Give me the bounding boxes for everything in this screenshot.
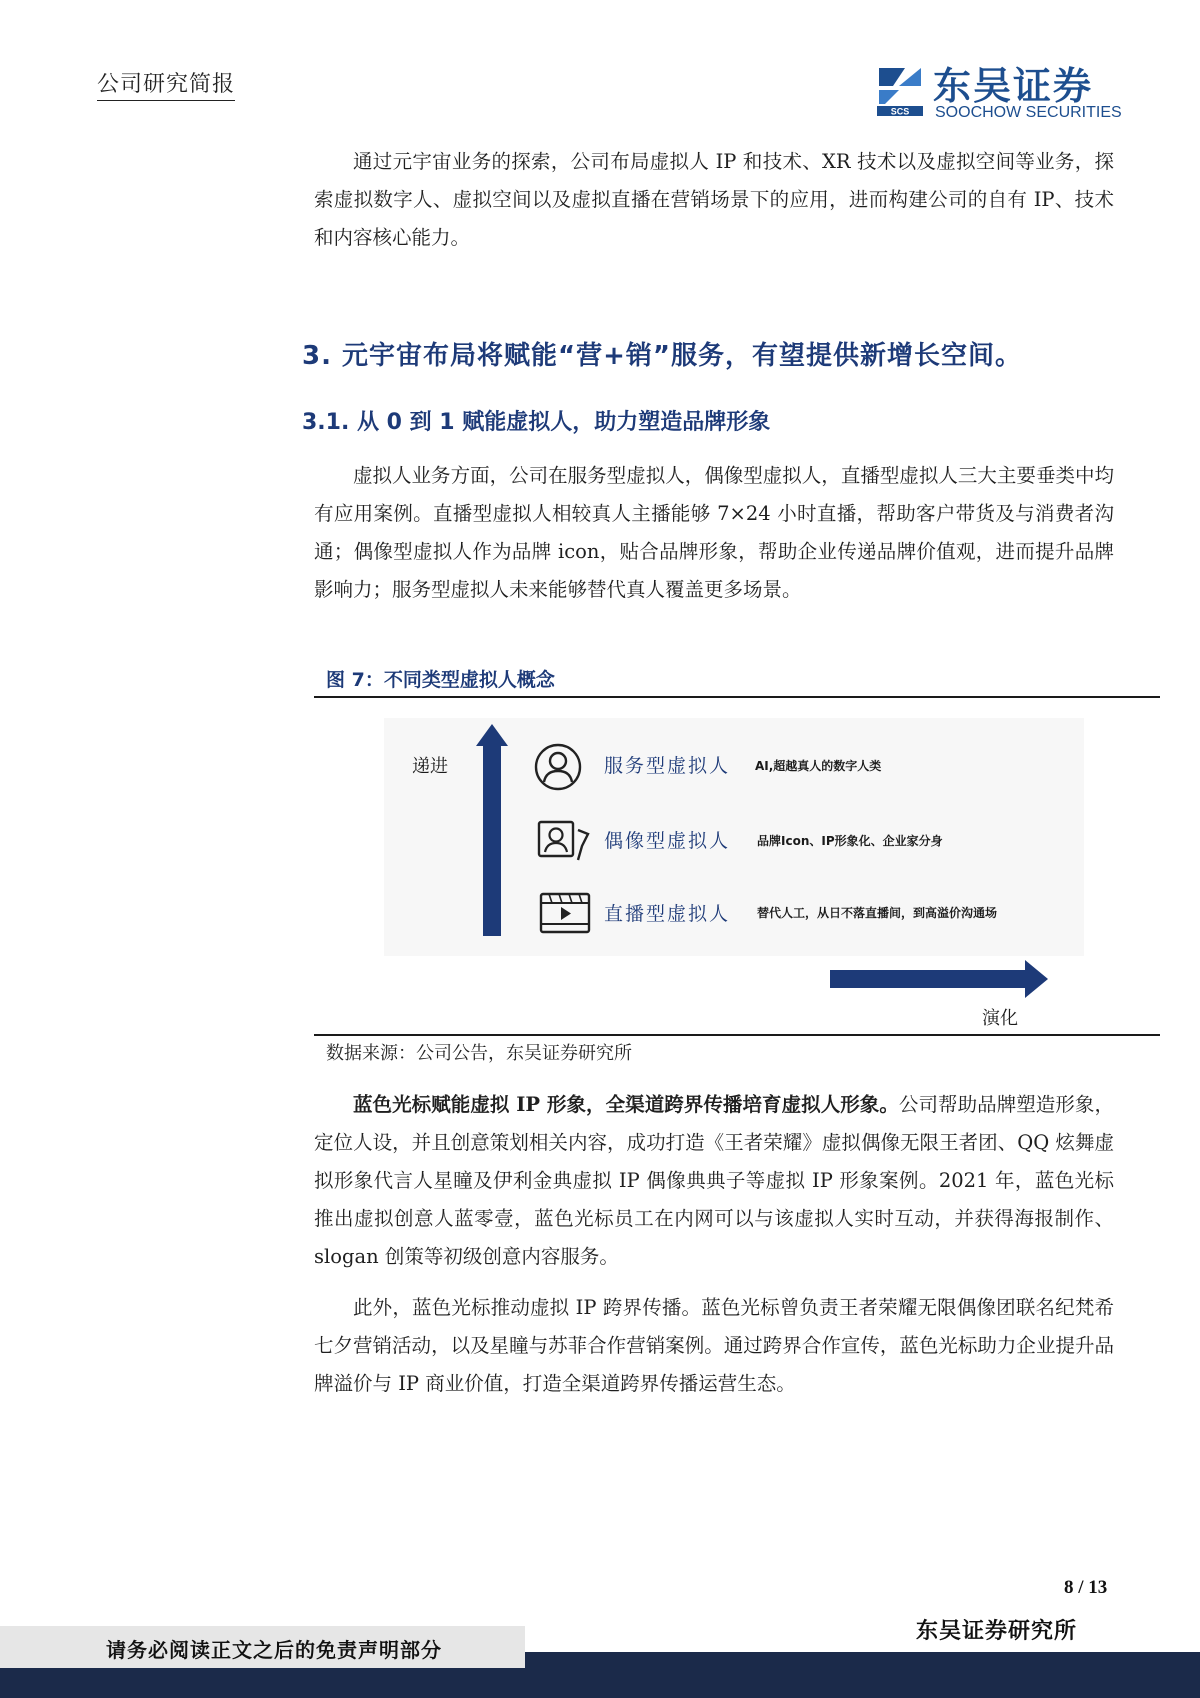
- figure-top-rule: [314, 696, 1160, 698]
- paragraph-2-lead: 蓝色光标赋能虚拟 IP 形象，全渠道跨界传播培育虚拟人形象。: [353, 1093, 899, 1116]
- intro-paragraph: 通过元宇宙业务的探索，公司布局虚拟人 IP 和技术、XR 技术以及虚拟空间等业务，探索虚拟数字人、虚拟空间以及虚拟直播在营销场景下的应用，进而构建公司的自有 IP、技术和内容核心能力。: [314, 150, 1114, 249]
- logo-chinese-name: 东吴证券: [933, 64, 1094, 108]
- body-paragraph-1: 虚拟人业务方面，公司在服务型虚拟人，偶像型虚拟人，直播型虚拟人三大主要垂类中均有应用案例。直播型虚拟人相较真人主播能够 7×24 小时直播，帮助客户带货及与消费者沟通；偶像型虚拟人作为品牌 icon，贴合品牌形象，帮助企业传递品牌价值观，进而提升品牌影响力；服务型虚拟人未来能够替代真人覆盖更多场景。: [314, 464, 1114, 601]
- logo-mark-text: SCS: [890, 106, 910, 117]
- body-paragraph-2: [314, 1086, 1114, 1276]
- category-desc-service: AI,超越真人的数字人类: [755, 759, 882, 773]
- category-label-service: 服务型虚拟人: [604, 755, 731, 777]
- figure-source: 数据来源：公司公告，东吴证券研究所: [326, 1043, 632, 1064]
- x-axis-label: 演化: [982, 1008, 1018, 1029]
- figure-bottom-rule: [314, 1034, 1160, 1036]
- person-circle-icon: [532, 742, 584, 792]
- subsection-heading: 3.1. 从 0 到 1 赋能虚拟人，助力塑造品牌形象: [302, 410, 771, 435]
- category-desc-idol: 品牌Icon、IP形象化、企业家分身: [757, 834, 943, 848]
- report-type-label: 公司研究简报: [97, 72, 235, 101]
- logo-english-name: SOOCHOW SECURITIES: [935, 104, 1122, 121]
- soochow-logo: [875, 64, 1122, 124]
- footer-publisher: 东吴证券研究所: [916, 1618, 1078, 1644]
- portrait-card-icon: [536, 818, 592, 866]
- page-number: 8 / 13: [1064, 1577, 1108, 1598]
- category-label-livestream: 直播型虚拟人: [604, 903, 731, 925]
- footer-disclaimer: 请务必阅读正文之后的免责声明部分: [106, 1638, 442, 1662]
- video-player-icon: [538, 891, 592, 935]
- vertical-arrow-icon: [476, 724, 508, 936]
- figure-title: 图 7：不同类型虚拟人概念: [326, 669, 555, 691]
- category-label-idol: 偶像型虚拟人: [604, 830, 731, 852]
- section-heading: 3. 元宇宙布局将赋能“营+销”服务，有望提供新增长空间。: [302, 341, 1022, 371]
- body-paragraph-3: 此外，蓝色光标推动虚拟 IP 跨界传播。蓝色光标曾负责王者荣耀无限偶像团联名纪梵希七夕营销活动，以及星瞳与苏菲合作营销案例。通过跨界合作宣传，蓝色光标助力企业提升品牌溢价与 IP 商业价值，打造全渠道跨界传播运营生态。: [314, 1296, 1114, 1395]
- y-axis-label: 递进: [412, 756, 448, 777]
- logo-mark-icon: [875, 66, 925, 118]
- horizontal-arrow-icon: [830, 960, 1050, 998]
- category-desc-livestream: 替代人工，从日不落直播间，到高溢价沟通场: [757, 906, 998, 920]
- paragraph-2-body: 公司帮助品牌塑造形象，定位人设，并且创意策划相关内容，成功打造《王者荣耀》虚拟偶像无限王者团、QQ 炫舞虚拟形象代言人星瞳及伊利金典虚拟 IP 偶像典典子等虚拟 IP 形象案例。2021 年，蓝色光标推出虚拟创意人蓝零壹，蓝色光标员工在内网可以与该虚拟人实时互动，并获得海报制作、slogan 创策等初级创意内容服务。: [314, 1093, 1114, 1268]
